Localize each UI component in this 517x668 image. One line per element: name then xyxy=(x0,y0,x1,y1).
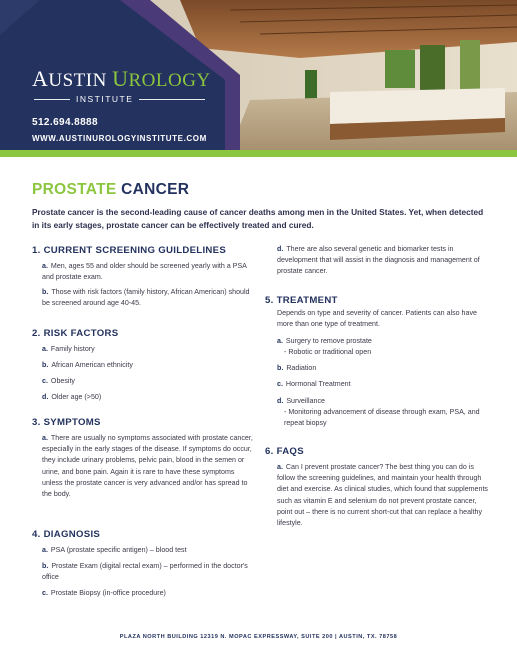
list-item: c. Prostate Biopsy (in-office procedure) xyxy=(42,589,166,597)
section-heading-screening: 1. CURRENT SCREENING GUILDELINES xyxy=(32,245,227,256)
list-item: c. Obesity xyxy=(42,377,75,385)
list-item: d. There are also several genetic and biomarker tests in development that will assist in the diagnosis and management of prostate cancer. xyxy=(277,245,480,276)
list-item: a. PSA (prostate specific antigen) – blood test xyxy=(42,546,187,554)
list-item: d. Older age (>50) xyxy=(42,393,102,401)
section-heading-diagnosis: 4. DIAGNOSIS xyxy=(32,529,101,540)
section-heading-risk: 2. RISK FACTORS xyxy=(32,328,119,339)
list-item: b. African American ethnicity xyxy=(42,361,133,369)
list-item: c. Hormonal Treatment xyxy=(277,380,351,388)
phone-number: 512.694.8888 xyxy=(32,117,98,128)
website-url: WWW.AUSTINUROLOGYINSTITUTE.COM xyxy=(32,134,207,143)
list-item: b. Prostate Exam (digital rectal exam) – performed in the doctor's office xyxy=(42,562,248,582)
footer-address: PLAZA NORTH BUILDING 12319 N. MOPAC EXPRESSWAY, SUITE 200 | AUSTIN, TX. 78758 xyxy=(119,634,398,640)
section-heading-faqs: 6. FAQS xyxy=(265,446,304,457)
header-banner xyxy=(0,0,517,150)
list-item: b. Those with risk factors (family history, African American) should be screened around age 40-45. xyxy=(42,288,250,308)
section-heading-treatment: 5. TREATMENT xyxy=(265,295,338,306)
list-item: a. Can I prevent prostate cancer? The best thing you can do is follow the screening guidelines, and maintain your health through diet and exercise. As clinical studies, which found that supplements such as vitamin E and selenium do not prevent prostate cancer, point out – there is no current short-cut that can replace a healthy lifestyle. xyxy=(277,463,488,528)
intro-paragraph: Prostate cancer is the second-leading cause of cancer deaths among men in the United States. Yet, when detected in its early stages, prostate cancer can be effectively treated and cured. xyxy=(32,207,484,230)
list-item: d. Surveillance - Monitoring advancement of disease through exam, PSA, and repeat biopsy xyxy=(277,397,480,428)
list-item: a. Surgery to remove prostate - Robotic or traditional open xyxy=(277,337,372,357)
logo-subtitle: INSTITUTE xyxy=(76,94,134,104)
page-title: PROSTATE CANCER xyxy=(32,181,190,198)
logo xyxy=(32,66,232,104)
logo-wordmark: AUSTIN UROLOGY xyxy=(32,66,211,91)
list-item: a. Men, ages 55 and older should be screened yearly with a PSA and prostate exam. xyxy=(42,262,247,282)
list-item: b. Radiation xyxy=(277,364,317,372)
contact-block xyxy=(32,117,207,143)
section-heading-symptoms: 3. SYMPTOMS xyxy=(32,417,101,428)
list-item: a. Family history xyxy=(42,345,95,353)
list-item: a. There are usually no symptoms associated with prostate cancer, especially in the early stages of the disease. If symptoms do occur, they include urinary problems, pelvic pain, blood in the semen or urine, and bone pain. Again it is rare to have these symptoms unless the prostate cancer is very advanced and/or has spread to the body. xyxy=(42,434,253,499)
green-stripe xyxy=(0,150,517,157)
treatment-intro: Depends on type and severity of cancer. Patients can also have more than one type of treatment. xyxy=(277,309,477,329)
